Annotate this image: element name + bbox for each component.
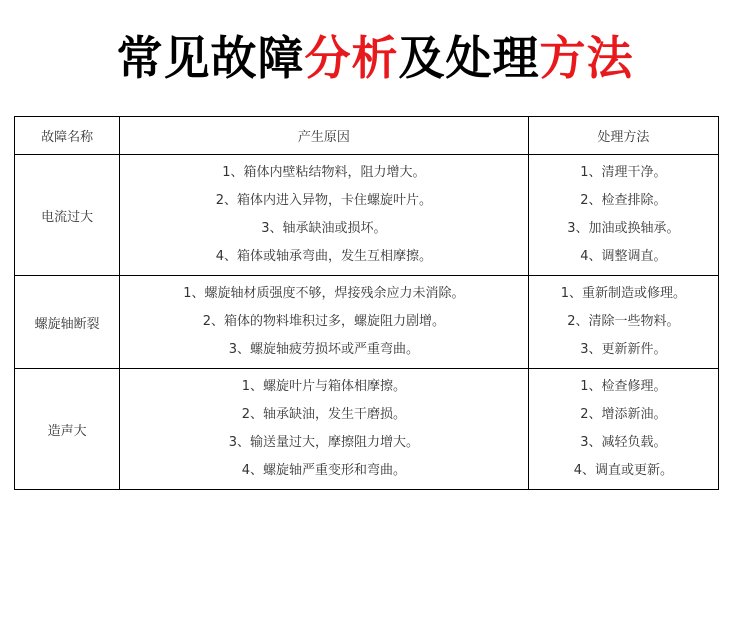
- fault-table: [14, 116, 719, 490]
- cause-item: 1、箱体内壁粘结物料，阻力增大。: [222, 165, 426, 180]
- header-cause: 产生原因: [120, 117, 529, 155]
- header-fault-name: 故障名称: [15, 117, 120, 155]
- title-part: 常见故障: [116, 31, 305, 85]
- solution-item: 4、调直或更新。: [573, 463, 673, 478]
- title-part-highlight: 分析: [304, 31, 399, 85]
- cause-cell: [120, 369, 529, 490]
- fault-name-cell: 螺旋轴断裂: [15, 276, 120, 369]
- cause-item: 4、螺旋轴严重变形和弯曲。: [241, 463, 407, 478]
- solution-item: 4、调整调直。: [580, 249, 667, 264]
- cause-item: 2、轴承缺油，发生干磨损。: [241, 407, 407, 422]
- page-title: [0, 28, 750, 88]
- solution-item: 2、清除一些物料。: [567, 314, 680, 329]
- cause-cell: [120, 276, 529, 369]
- solution-item: 3、减轻负载。: [580, 435, 667, 450]
- cause-item: 2、箱体内进入异物，卡住螺旋叶片。: [215, 193, 433, 208]
- solution-item: 2、增添新油。: [580, 407, 667, 422]
- cause-item: 3、螺旋轴疲劳损坏或严重弯曲。: [228, 342, 420, 357]
- table-row: [15, 276, 719, 369]
- cause-item: 1、螺旋叶片与箱体相摩擦。: [241, 379, 407, 394]
- fault-name-cell: 造声大: [15, 369, 120, 490]
- solution-cell: [528, 369, 718, 490]
- cause-item: 2、箱体的物料堆积过多，螺旋阻力剧增。: [202, 314, 446, 329]
- table-row: [15, 369, 719, 490]
- solution-item: 1、重新制造或修理。: [560, 286, 686, 301]
- solution-item: 3、更新新件。: [580, 342, 667, 357]
- solution-item: 3、加油或换轴承。: [567, 221, 680, 236]
- table-row: [15, 155, 719, 276]
- cause-item: 3、输送量过大，摩擦阻力增大。: [228, 435, 420, 450]
- solution-cell: [528, 155, 718, 276]
- solution-item: 1、清理干净。: [580, 165, 667, 180]
- solution-item: 2、检查排除。: [580, 193, 667, 208]
- cause-cell: [120, 155, 529, 276]
- cause-item: 1、螺旋轴材质强度不够，焊接残余应力未消除。: [183, 286, 465, 301]
- fault-name-cell: 电流过大: [15, 155, 120, 276]
- cause-item: 4、箱体或轴承弯曲，发生互相摩擦。: [215, 249, 433, 264]
- title-part: 及处理: [398, 31, 540, 85]
- header-solution: 处理方法: [528, 117, 718, 155]
- solution-cell: [528, 276, 718, 369]
- table-header-row: [15, 117, 719, 155]
- title-part-highlight: 方法: [539, 31, 634, 85]
- solution-item: 1、检查修理。: [580, 379, 667, 394]
- cause-item: 3、轴承缺油或损坏。: [261, 221, 387, 236]
